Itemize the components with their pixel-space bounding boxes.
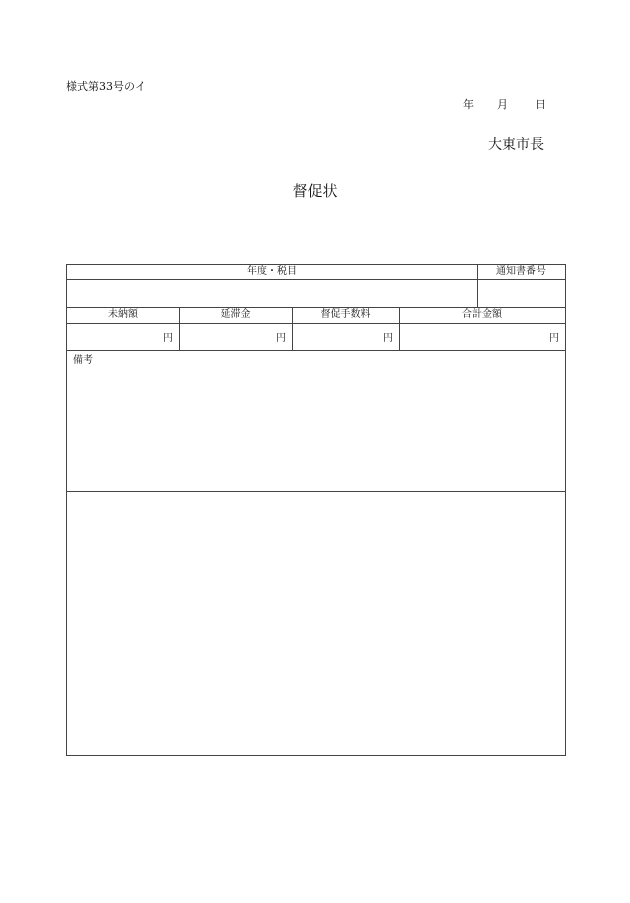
- date-day-label: 日: [535, 98, 546, 111]
- total-amount-yen: 円: [549, 333, 559, 344]
- form-number: 様式第33号のイ: [66, 80, 146, 93]
- remarks-label: 備考: [73, 355, 93, 366]
- unpaid-amount-label: 未納額: [108, 309, 138, 320]
- unpaid-amount-yen: 円: [163, 333, 173, 344]
- row-divider: [67, 323, 565, 324]
- dunning-form-table: [66, 264, 566, 756]
- late-fee-yen: 円: [276, 333, 286, 344]
- row-divider: [67, 350, 565, 351]
- issuer-name: 大東市長: [488, 137, 544, 153]
- row-divider: [67, 279, 565, 280]
- document-title: 督促状: [292, 182, 338, 200]
- date-year-label: 年: [463, 98, 474, 111]
- date-month-label: 月: [497, 98, 508, 111]
- year-tax-item-label: 年度・税目: [247, 266, 297, 277]
- late-fee-label: 延滞金: [220, 309, 251, 320]
- row-divider: [67, 491, 565, 492]
- dunning-fee-yen: 円: [383, 333, 393, 344]
- dunning-fee-label: 督促手数料: [320, 309, 371, 320]
- notice-number-label: 通知書番号: [496, 266, 546, 277]
- total-amount-label: 合計金額: [462, 309, 502, 320]
